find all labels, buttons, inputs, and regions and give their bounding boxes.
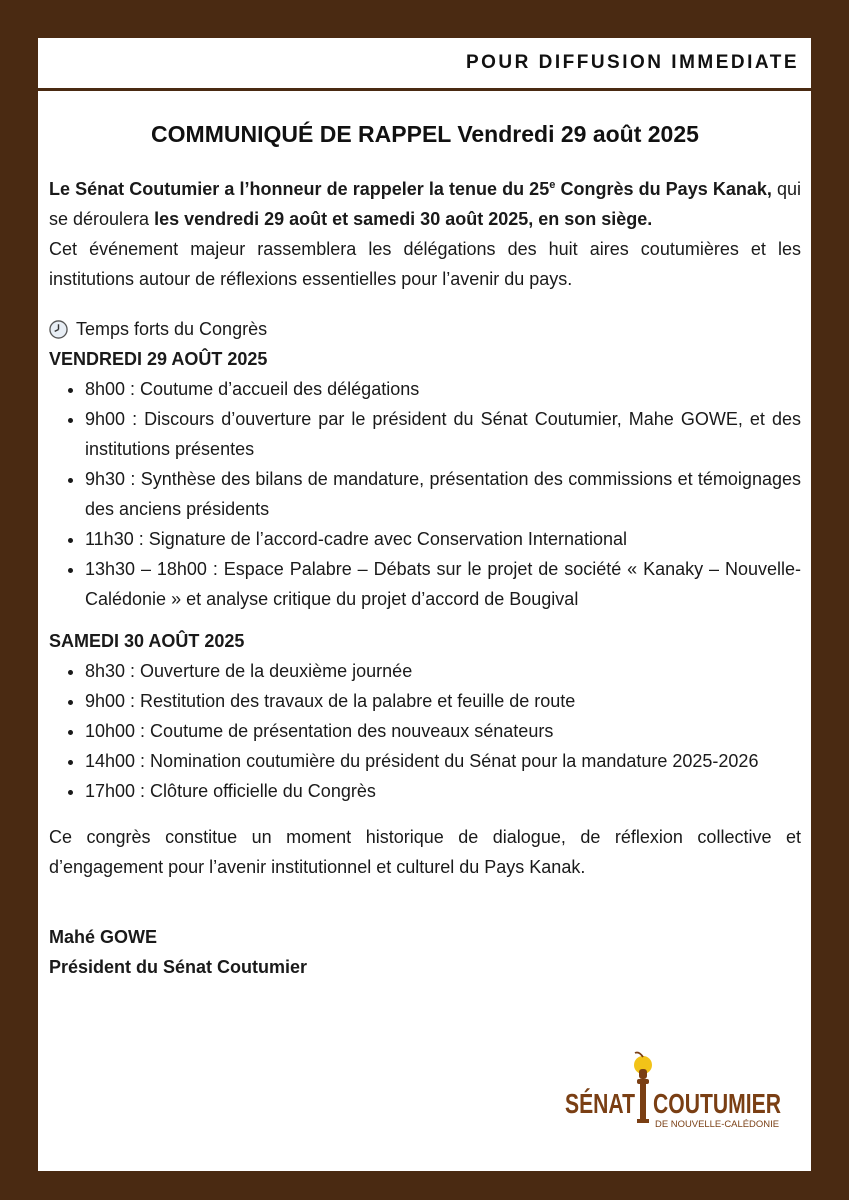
ordinal-suffix: e [549, 179, 556, 191]
signatory-role: Président du Sénat Coutumier [49, 957, 308, 977]
list-item: • 17h00 : Clôture officielle du Congrès [85, 776, 801, 806]
release-banner [38, 38, 811, 91]
list-item: • 9h00 : Restitution des travaux de la palabre et feuille de route [85, 686, 801, 716]
day2-heading: SAMEDI 30 AOÛT 2025 [49, 631, 245, 651]
intro-bold-2: Congrès du Pays Kanak, [555, 179, 772, 199]
highlights-title: Temps forts du Congrès [76, 319, 268, 339]
logo-word-1: SÉNAT [565, 1088, 635, 1119]
list-item: • 9h30 : Synthèse des bilans de mandature, présentation des commissions et témoignages des anciens présidents [85, 464, 801, 524]
list-item: • 8h00 : Coutume d’accueil des délégations [85, 374, 801, 404]
list-item: • 9h00 : Discours d’ouverture par le président du Sénat Coutumier, Mahe GOWE, et des institutions présentes [85, 404, 801, 464]
intro-text-1: qui se déroulera [49, 179, 801, 229]
intro-bold-1: Le Sénat Coutumier a l’honneur de rappeler la tenue du 25 [49, 179, 550, 199]
list-item: • 14h00 : Nomination coutumière du président du Sénat pour la mandature 2025-2026 [85, 746, 801, 776]
page-title: COMMUNIQUÉ DE RAPPEL Vendredi 29 août 2025 [151, 121, 699, 147]
document-body [38, 121, 811, 982]
list-item: • 8h30 : Ouverture de la deuxième journée [85, 656, 801, 686]
document-page [38, 38, 811, 1171]
day1-heading: VENDREDI 29 AOÛT 2025 [49, 349, 268, 369]
list-item: • 13h30 – 18h00 : Espace Palabre – Débats sur le projet de société « Kanaky – Nouvelle-Calédonie » et analyse critique du projet d’accord de Bougival [85, 554, 801, 614]
intro-paragraph [49, 170, 801, 234]
clock-icon [49, 320, 68, 339]
intro-bold-3: les vendredi 29 août et samedi 30 août 2025, en son siège. [154, 209, 653, 229]
list-item: • 11h30 : Signature de l’accord-cadre avec Conservation International [85, 524, 801, 554]
logo-word-2: COUTUMIER [653, 1088, 781, 1119]
signature-block [49, 922, 801, 982]
signatory-name: Mahé GOWE [49, 927, 158, 947]
closing-paragraph: Ce congrès constitue un moment historique de dialogue, de réflexion collective et d’engagement pour l’avenir institutionnel et culturel du Pays Kanak. [49, 827, 801, 877]
intro-paragraph-2: Cet événement majeur rassemblera les délégations des huit aires coutumières et les institutions autour de réflexions essentielles pour l’avenir du pays. [49, 239, 801, 289]
senat-coutumier-logo [563, 1051, 785, 1131]
release-label: POUR DIFFUSION IMMEDIATE [465, 52, 799, 73]
totem-icon [634, 1053, 652, 1124]
day1-schedule [49, 374, 801, 614]
highlights-heading [49, 314, 801, 344]
day2-schedule [49, 656, 801, 806]
logo-subtitle: DE NOUVELLE-CALÉDONIE [655, 1119, 779, 1130]
list-item: • 10h00 : Coutume de présentation des nouveaux sénateurs [85, 716, 801, 746]
